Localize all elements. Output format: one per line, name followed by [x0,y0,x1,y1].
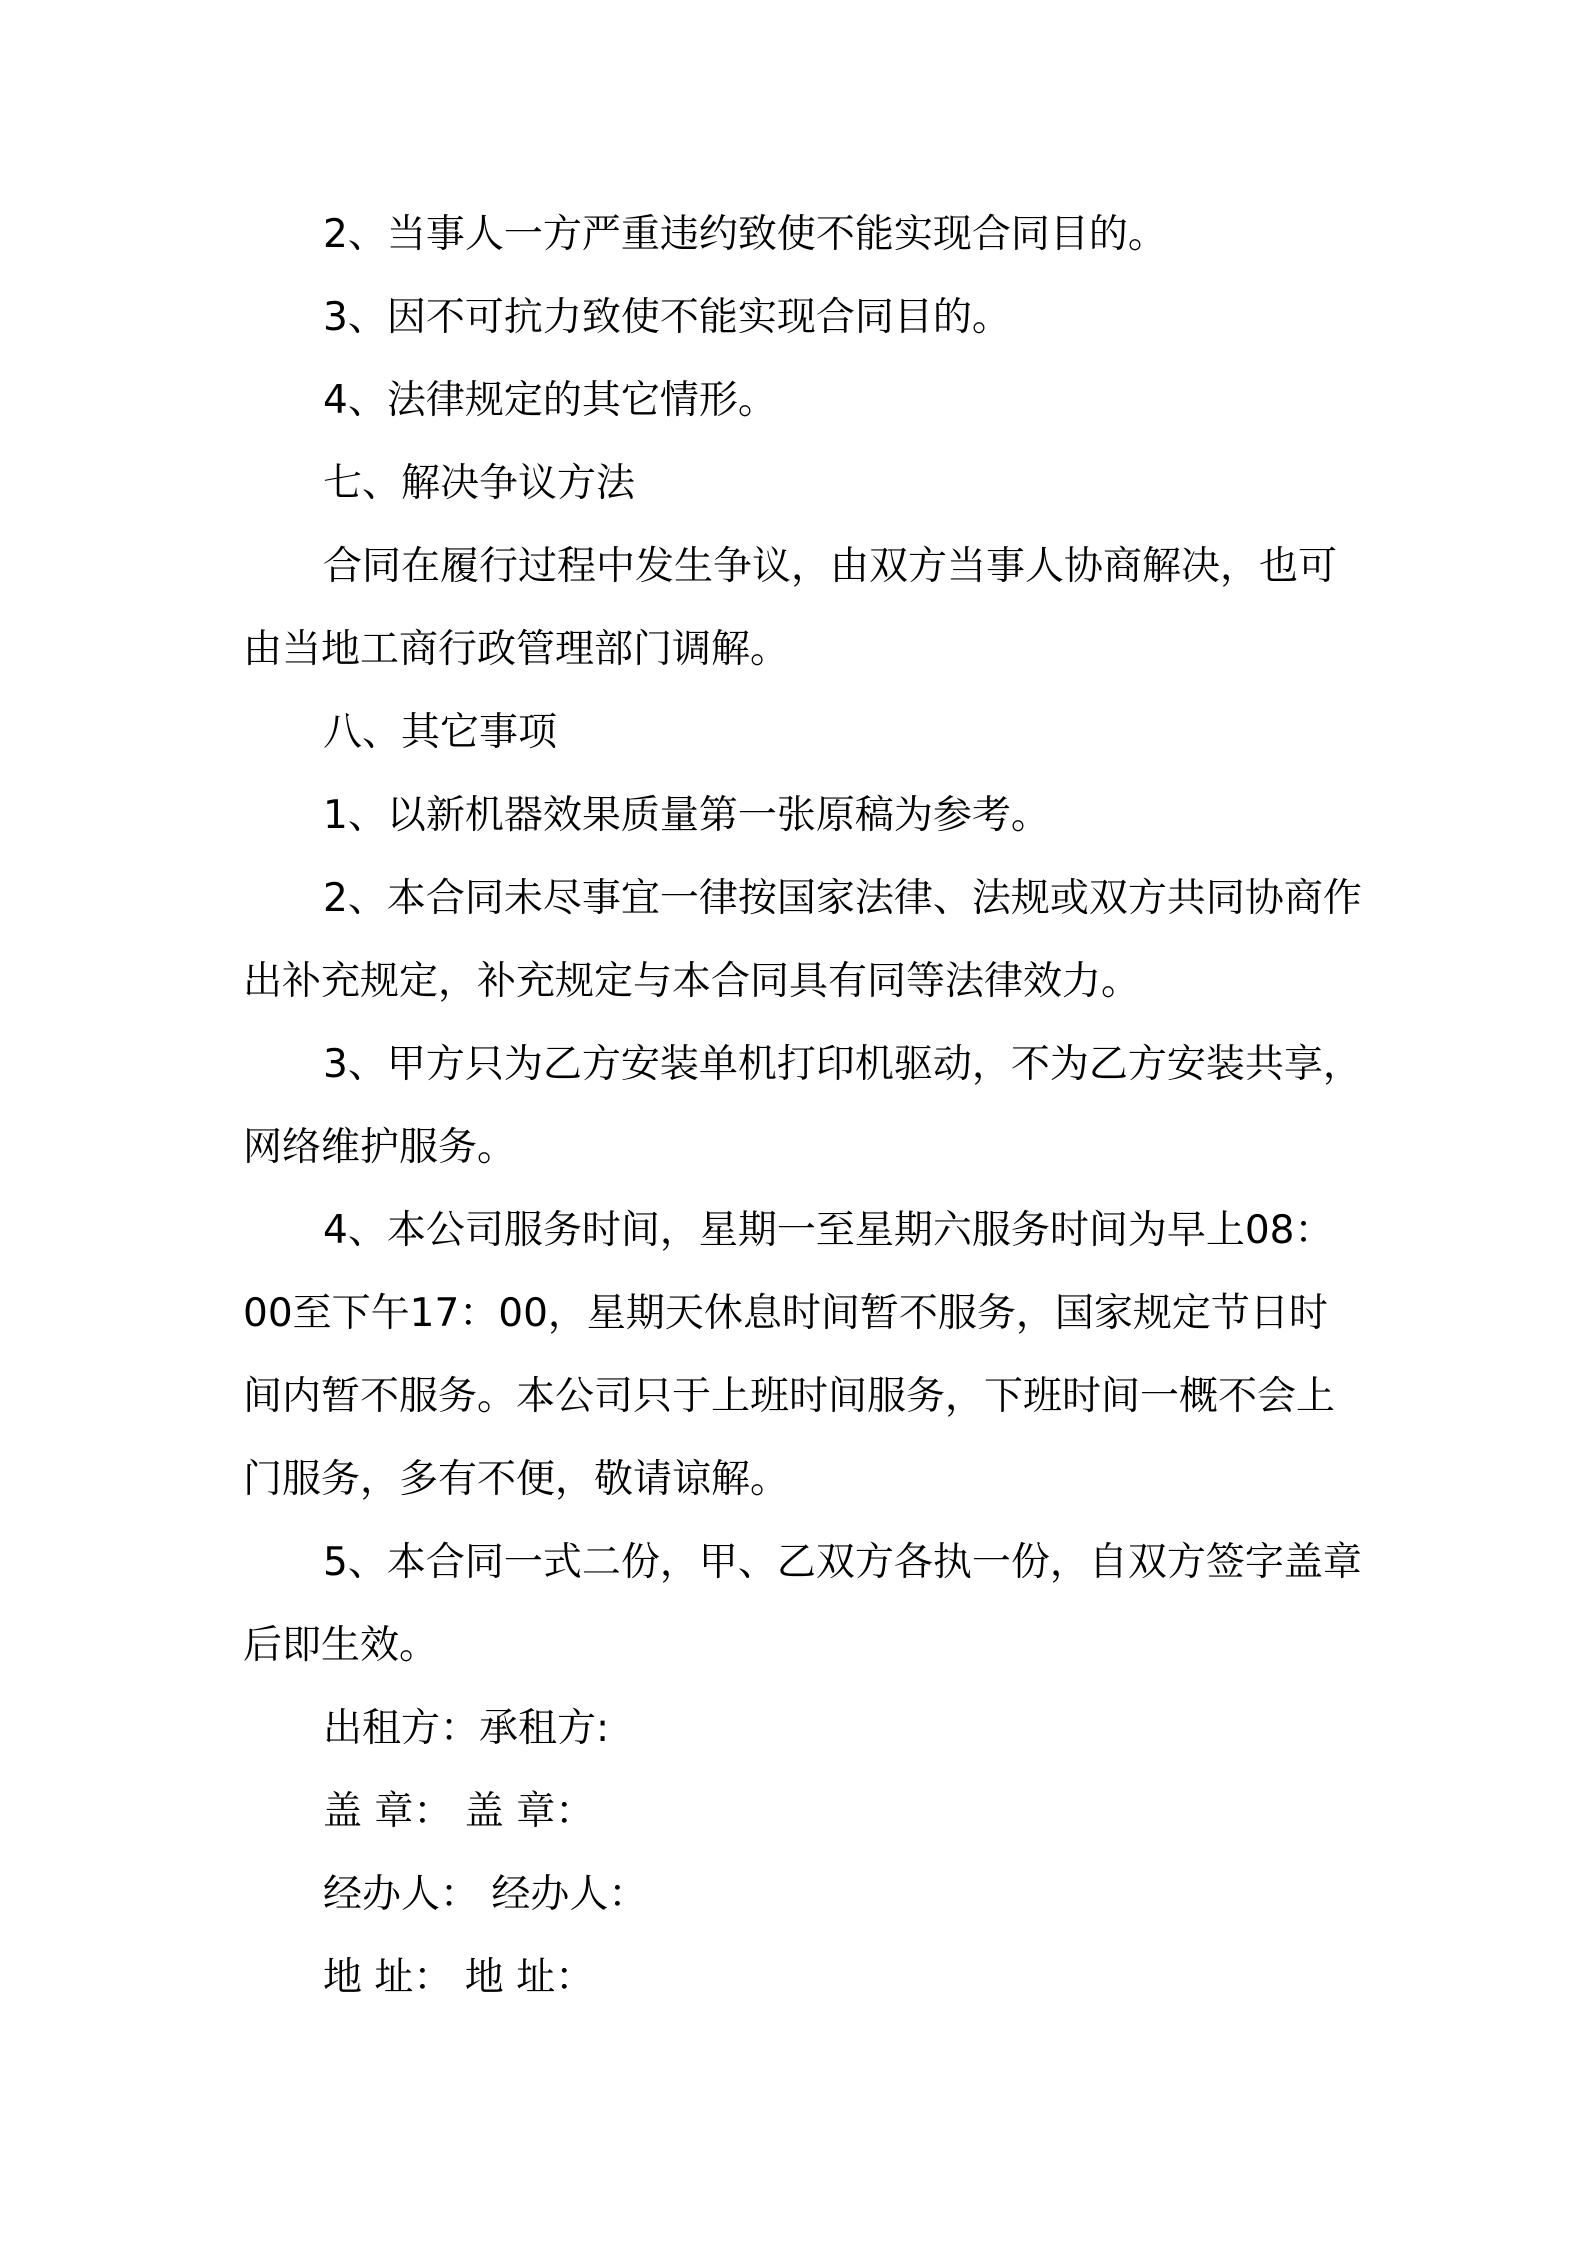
signature-seal: 盖 章： 盖 章： [323,1789,595,1834]
signature-parties: 出租方：承租方: [323,1706,610,1751]
clause-3-force-majeure: 3、因不可抗力致使不能实现合同目的。 [323,295,1011,340]
section-8-item-5: 5、本合同一式二份，甲、乙双方各执一份，自双方签字盖章后即生效。 [243,1540,1362,1668]
section-8-item-3: 3、甲方只为乙方安装单机打印机驱动，不为乙方安装共享，网络维护服务。 [243,1042,1362,1170]
section-8-heading: 八、其它事项 [323,710,558,755]
clause-2-breach: 2、当事人一方严重违约致使不能实现合同目的。 [323,212,1167,257]
section-8-item-4: 4、本公司服务时间，星期一至星期六服务时间为早上08：00至下午17：00，星期天休息时间暂不服务，国家规定节日时间内暂不服务。本公司只于上班时间服务，下班时间一概不会上门服务，多有不便，敬请谅解。 [243,1208,1336,1502]
section-8-item-2: 2、本合同未尽事宜一律按国家法律、法规或双方共同协商作出补充规定，补充规定与本合同具有同等法律效力。 [243,876,1362,1004]
clause-4-other-legal: 4、法律规定的其它情形。 [323,378,777,423]
signature-handler: 经办人： 经办人： [323,1872,648,1917]
section-7-heading: 七、解决争议方法 [323,461,636,506]
document-body [243,193,1363,2019]
signature-address: 地 址： 地 址： [323,1955,595,2000]
section-8-item-1: 1、以新机器效果质量第一张原稿为参考。 [323,793,1050,838]
section-7-body: 合同在履行过程中发生争议，由双方当事人协商解决，也可由当地工商行政管理部门调解。 [243,544,1338,672]
